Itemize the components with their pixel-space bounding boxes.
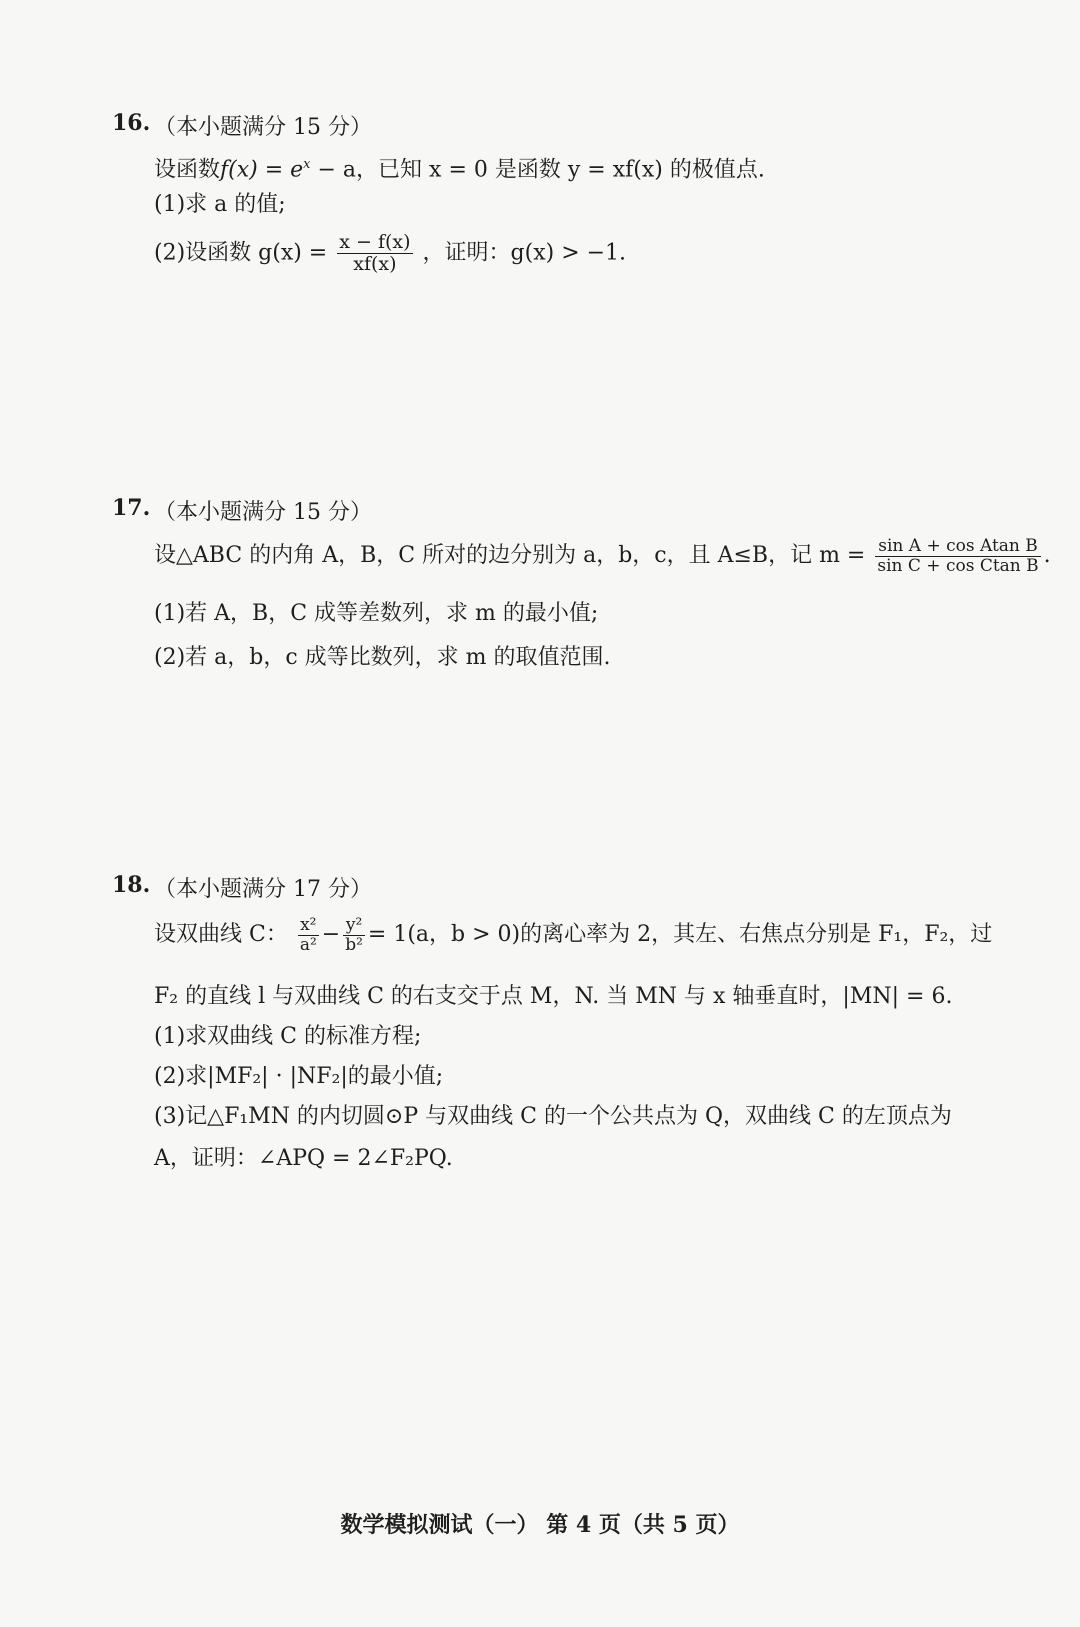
problem-header: （本小题满分 17 分）: [154, 877, 372, 902]
fraction: $\frac{\text{sin A + cos Atan B}}{\text{sin C + cos Ctan B}}$: [877, 536, 1039, 576]
problem-line: (1)求双曲线 C 的标准方程;: [154, 1024, 422, 1049]
fraction: $\frac{\text{x²}}{\text{a²}}$: [299, 915, 317, 955]
problem-line: A，证明：∠APQ = 2∠F₂PQ.: [154, 1146, 453, 1171]
problem-number: 18.: [112, 872, 151, 898]
problem-line: (2)若 a，b，c 成等比数列，求 m 的取值范围.: [154, 645, 611, 670]
fraction: $\frac{\text{y²}}{\text{b²}}$: [345, 915, 363, 955]
fraction: $\frac{x - f(x)}{xf(x)}$: [339, 231, 411, 275]
problem-line: (2)设函数 g(x) = $\frac{x - f(x)}{xf(x)}$ ，证明：g(x) > −1.: [154, 231, 627, 275]
problem-line: (3)记△F₁MN 的内切圆⊙P 与双曲线 C 的一个公共点为 Q，双曲线 C 的左顶点为: [154, 1104, 952, 1129]
problem-line: (2)求|MF₂| · |NF₂|的最小值;: [154, 1064, 444, 1089]
problem-line: (1)求 a 的值;: [154, 192, 286, 217]
problem-header: （本小题满分 15 分）: [154, 500, 372, 525]
problem-header: （本小题满分 15 分）: [154, 115, 372, 140]
problem-number: 16.: [112, 110, 151, 136]
problem-number: 17.: [112, 495, 151, 521]
problem-line: 设函数$f(x) = e^x - a$，已知 x = 0 是函数 y = xf(x) 的极值点.: [154, 157, 765, 183]
problem-line: (1)若 A，B，C 成等差数列，求 m 的最小值;: [154, 601, 599, 626]
problem-line: 设△ABC 的内角 A，B，C 所对的边分别为 a，b，c，且 A≤B，记 m = $\frac{\text{sin A + cos Atan B}}{\text{sin C + cos Ctan B}}$ .: [154, 536, 1051, 576]
problem-line: 设双曲线 C： $\frac{\text{x²}}{\text{a²}}$ − $\frac{\text{y²}}{\text{b²}}$ = 1(a，b > 0)的离心率为 2，其左、右焦点分别是 F₁，F₂，过: [154, 915, 993, 955]
page-footer: 数学模拟测试（一） 第 4 页（共 5 页）: [340, 1512, 740, 1538]
problem-line: F₂ 的直线 l 与双曲线 C 的右支交于点 M，N. 当 MN 与 x 轴垂直时，|MN| = 6.: [154, 984, 953, 1009]
